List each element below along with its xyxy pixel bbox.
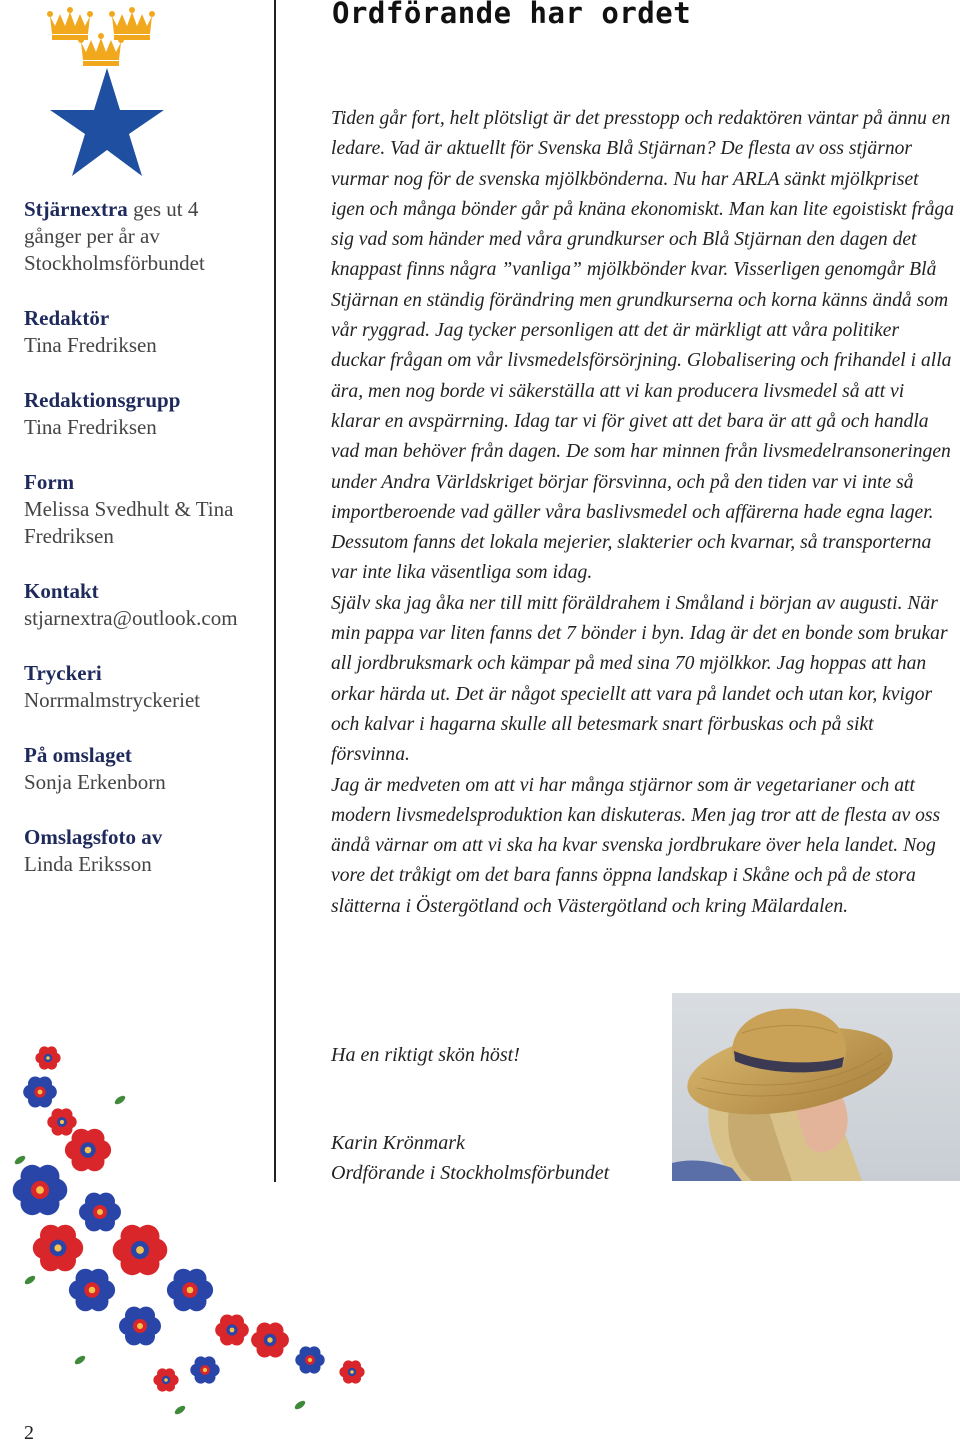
flower-icon: [69, 1269, 115, 1312]
crest-logo: [40, 0, 180, 190]
closing-line: Ha en riktigt skön höst!: [331, 1044, 520, 1066]
design-value: Melissa Svedhult & Tina Fredriksen: [24, 497, 234, 548]
leaf-icon: [173, 1404, 186, 1416]
printer-value: Norrmalmstryckeriet: [24, 688, 201, 712]
flower-icon: [23, 1077, 57, 1108]
leaf-icon: [13, 1154, 26, 1166]
masthead-design: [24, 469, 254, 550]
leaf-icon: [73, 1354, 86, 1366]
printer-heading: Tryckeri: [24, 661, 102, 685]
flower-icon: [113, 1225, 168, 1275]
author-name: Karin Krönmark: [331, 1132, 465, 1154]
flower-icon: [295, 1346, 324, 1373]
column-divider: [274, 0, 276, 1182]
masthead-editor: [24, 305, 254, 359]
author-title: Ordförande i Stockholmsförbundet: [331, 1162, 610, 1184]
flower-icon: [167, 1269, 213, 1312]
flower-icon: [33, 1225, 83, 1272]
editor-value: Tina Fredriksen: [24, 333, 157, 357]
cover-heading: På omslaget: [24, 743, 132, 767]
editorial-group-value: Tina Fredriksen: [24, 415, 157, 439]
flower-icon: [339, 1360, 364, 1383]
contact-email[interactable]: stjarnextra@outlook.com: [24, 606, 238, 630]
masthead-editorial-group: [24, 387, 254, 441]
editor-heading: Redaktör: [24, 306, 110, 330]
flower-icon: [251, 1323, 289, 1358]
masthead-cover: [24, 742, 254, 796]
article-paragraph: Tiden går fort, helt plötsligt är det presstopp och redaktören väntar på ännu en ledare. Vad är aktuellt för Svenska Blå Stjärnan? De flesta av oss stjärnor vurmar nog för de svenska mjölkbönderna. Nu har ARLA sänkt mjölkpriset igen och många bönder går på knäna ekonomiskt. Man kan lite egoistiskt fråga sig vad som händer med våra grundkurser och Blå Stjärnan den dagen det knappast finns några ”vanliga” mjölkbönder kvar. Visserligen genomgår Blå Stjärnan en ständig förändring men grundkurserna och korna känns ändå som vår ryggrad. Jag tycker personligen att det är märkligt att våra politiker duckar frågan om vår livsmedelsförsörjning. Globalisering och frihandel i alla ära, men nog borde vi säkerställa att vi kan producera livsmedel så att vi klarar en avspärrning. Idag tar vi för givet att det bara är att gå och handla vad man behöver från dagen. De som har minnen från livsmedelransoneringen under Andra Världskriget börjar försvinna, och på den tiden var vi inte så importberoende vad gäller våra baslivsmedel och affärerna hade egna lager. Dessutom fanns det lokala mejerier, slakterier och kvarnar, så transporterna var inte lika väsentliga som idag.: [331, 108, 955, 584]
article-paragraph: Själv ska jag åka ner till mitt föräldrahem i Småland i början av augusti. När min pappa var liten fanns det 7 bönder i byn. Idag är det en bonde som brukar all jordbruksmark och kämpar på med sina 70 mjölkkor. Jag hoppas att han orkar härda ut. Det är något speciellt att vara på landet och utan kor, kvigor och kalvar i hagarna skulle all betesmark snart förbuskas och på sikt försvinna.: [331, 592, 948, 766]
page-number: 2: [24, 1422, 34, 1444]
masthead-intro: [24, 196, 254, 277]
flower-icon: [79, 1193, 121, 1232]
design-heading: Form: [24, 470, 75, 494]
folk-flower-ornament: [0, 1040, 390, 1420]
blue-star-icon: [50, 68, 164, 176]
leaf-icon: [113, 1094, 126, 1106]
article-body: [331, 104, 957, 922]
leaf-icon: [23, 1274, 36, 1286]
masthead-cover-photo: [24, 824, 254, 878]
masthead-printer: [24, 660, 254, 714]
publication-info: ges ut 4 gånger per år av Stockholmsförbundet: [24, 197, 205, 275]
cover-value: Sonja Erkenborn: [24, 770, 166, 794]
flower-icon: [215, 1315, 249, 1346]
author-portrait: [672, 993, 960, 1181]
flower-icon: [153, 1368, 178, 1391]
article-paragraph: Jag är medveten om att vi har många stjärnor som är vegetarianer och att modern livsmedelsproduktion kan diskuteras. Men jag tror att de flesta av oss ändå värnar om att vi ska ha kvar svenska jordbrukare över hela landet. Nog vore det tråkigt om det bara fanns öppna landskap i Skåne och på de stora slätterna i Östergötland och Västergötland och kring Mälardalen.: [331, 774, 941, 917]
three-crowns-icon: [47, 7, 155, 66]
masthead-contact: [24, 578, 254, 632]
page-title: Ordförande har ordet: [332, 0, 692, 30]
flower-icon: [119, 1307, 161, 1346]
flower-icon: [13, 1165, 68, 1215]
magazine-name: Stjärnextra: [24, 197, 128, 221]
cover-photo-value: Linda Eriksson: [24, 852, 152, 876]
contact-heading: Kontakt: [24, 579, 99, 603]
flower-icon: [65, 1129, 111, 1172]
flower-icon: [47, 1108, 76, 1135]
editorial-group-heading: Redaktionsgrupp: [24, 388, 181, 412]
flower-icon: [190, 1356, 219, 1383]
cover-photo-heading: Omslagsfoto av: [24, 825, 163, 849]
leaf-icon: [293, 1399, 306, 1411]
masthead: [24, 196, 254, 906]
flower-icon: [35, 1046, 60, 1069]
